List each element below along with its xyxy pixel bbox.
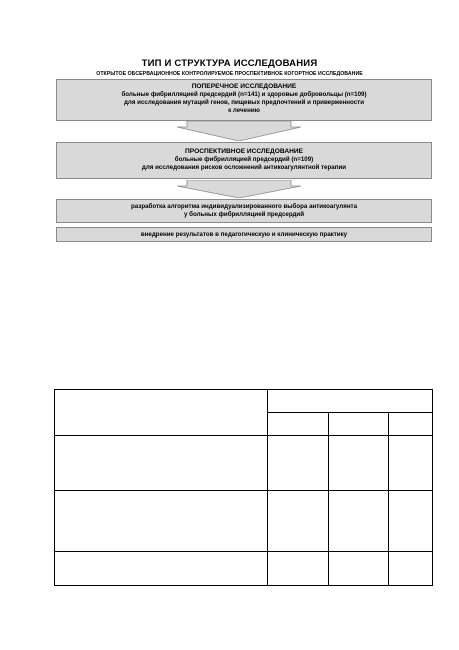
table-cell (389, 552, 433, 586)
down-arrow-icon (177, 121, 301, 141)
implementation-line: внедрение результатов в педагогическую и клиническую практику (140, 231, 348, 238)
table-cell (55, 436, 268, 491)
table-row (55, 491, 433, 552)
algorithm-development-box (56, 199, 432, 223)
implementation-box (56, 227, 432, 242)
algorithm-development-line: разработка алгоритма индивидуализированного выбора антикоагулянта (130, 203, 358, 210)
diagram-title: ТИП И СТРУКТУРА ИССЛЕДОВАНИЯ (141, 58, 318, 69)
table-cell (329, 436, 389, 491)
cross-sectional-study-line: больные фибрилляцией предсердий (n=141) и здоровые добровольцы (n=109) (121, 91, 367, 99)
table-cell (55, 552, 268, 586)
prospective-study-box (56, 142, 432, 179)
table-cell (329, 413, 389, 436)
table-cell (389, 491, 433, 552)
cross-sectional-study-heading: ПОПЕРЕЧНОЕ ИССЛЕДОВАНИЕ (191, 83, 297, 90)
down-arrow-icon (177, 180, 301, 198)
table-cell (329, 491, 389, 552)
table-cell (268, 413, 329, 436)
cross-sectional-study-box (56, 79, 432, 121)
table-cell (268, 491, 329, 552)
table-cell (389, 413, 433, 436)
table-cell (268, 552, 329, 586)
table-cell (55, 390, 268, 436)
table-row (55, 552, 433, 586)
algorithm-development-line: у больных фибрилляцией предсердий (183, 210, 305, 218)
cross-sectional-study-line: для исследования мутаций генов, пищевых предпочтений и приверженности (123, 98, 365, 106)
cross-sectional-study-line: к лечению (228, 106, 260, 114)
table-cell (55, 491, 268, 552)
prospective-study-line: для исследования рисков осложнений антикоагулянтной терапии (141, 163, 347, 171)
table-row (55, 436, 433, 491)
diagram-subtitle: ОТКРЫТОЕ ОБСЕРВАЦИОННОЕ КОНТРОЛИРУЕМОЕ ПРОСПЕКТИВНОЕ КОГОРТНОЕ ИССЛЕДОВАНИЕ (96, 71, 363, 77)
table-cell (389, 436, 433, 491)
table-cell (268, 390, 433, 413)
prospective-study-line: больные фибрилляцией предсердий (n=109) (174, 156, 314, 164)
empty-table (54, 389, 433, 586)
prospective-study-heading: ПРОСПЕКТИВНОЕ ИССЛЕДОВАНИЕ (185, 148, 303, 155)
table-cell (329, 552, 389, 586)
table-cell (268, 436, 329, 491)
table-row (55, 390, 433, 413)
